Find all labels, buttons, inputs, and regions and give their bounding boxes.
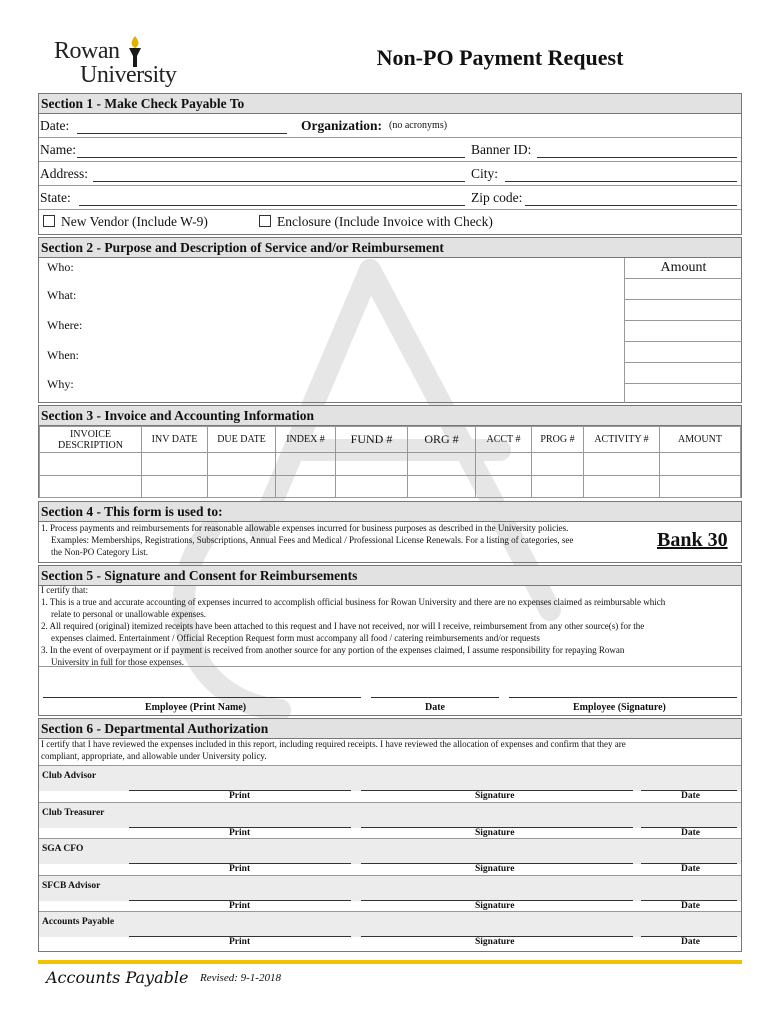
amount-header: Amount [625,258,742,279]
table-cell[interactable] [660,476,741,498]
col-inv-date: INV DATE [142,427,208,453]
certify-line: 1. This is a true and accurate accounting of expenses incurred to accomplish official business for Rowan University and there are no expenses claimed as reimbursable which [41,597,666,607]
table-cell[interactable] [142,453,208,476]
rowan-logo [50,34,177,90]
authorization-block [39,911,741,948]
why-label: Why: [47,377,74,391]
table-cell[interactable] [208,476,276,498]
authorization-block [39,802,741,839]
employee-signature-label: Employee (Signature) [573,702,666,713]
section-4-line: the Non-PO Category List. [51,547,148,557]
role-label: SFCB Advisor [42,880,101,891]
col-invoice-description: INVOICE DESCRIPTION [40,427,142,453]
invoice-table [39,426,741,498]
table-cell[interactable] [142,476,208,498]
role-band [39,802,741,828]
section-1 [38,93,742,235]
col-acct: ACCT # [476,427,532,453]
name-label: Name: [40,142,76,157]
city-label: City: [471,166,499,181]
section-1-heading: Section 1 - Make Check Payable To [39,94,741,114]
table-cell[interactable] [208,453,276,476]
zip-field[interactable] [525,205,737,206]
signature-label: Signature [475,937,515,948]
city-field[interactable] [505,181,737,182]
banner-id-field[interactable] [537,157,737,158]
name-field[interactable] [77,157,465,158]
invoice-header-row [40,427,741,453]
table-cell[interactable] [408,453,476,476]
col-fund: FUND # [336,427,408,453]
signature-label: Signature [475,900,515,911]
employee-signature-field[interactable] [509,697,737,698]
table-cell[interactable] [336,476,408,498]
table-cell[interactable] [276,476,336,498]
banner-id-label: Banner ID: [471,142,532,157]
certify-line: relate to personal or unallowable expenses. [51,609,206,619]
role-caption-row [39,791,741,802]
authorization-block [39,838,741,875]
section-6-heading: Section 6 - Departmental Authorization [39,719,741,739]
table-cell[interactable] [584,453,660,476]
certify-line: 3. In the event of overpayment or if payment is received from another source for any portion of the expenses claimed, I assume responsibility for repaying Rowan [41,645,625,655]
address-label: Address: [40,166,88,181]
amount-cell[interactable] [625,342,742,363]
table-cell[interactable] [476,453,532,476]
certification-text [41,584,741,668]
employee-print-name-field[interactable] [43,697,361,698]
authorization-roles [39,765,741,948]
section-2 [38,237,742,403]
signature-label: Signature [475,791,515,801]
role-label: Club Treasurer [42,807,105,818]
amount-cell[interactable] [625,279,742,300]
table-cell[interactable] [336,453,408,476]
table-cell[interactable] [660,453,741,476]
date-label: Date [681,827,700,838]
bank-label: Bank 30 [657,529,728,551]
certify-line: expenses claimed. Entertainment / Official Reception Request form must accompany all food / catering reimbursements and/or requests [51,633,540,643]
row-name-banner [39,138,741,162]
row-date-org [39,114,741,138]
footer-rule [38,960,742,964]
col-due-date: DUE DATE [208,427,276,453]
certify-line: 2. All required (original) itemized receipts have been attached to this request and I have not received, nor will I receive, reimbursement from any other source(s) for the [41,621,645,631]
date-field[interactable] [77,133,287,134]
print-label: Print [229,791,251,801]
enclosure-label: Enclosure (Include Invoice with Check) [277,214,493,229]
signature-label: Signature [475,864,515,875]
zip-label: Zip code: [471,190,523,205]
logo-word-rowan: Rowan [54,38,120,64]
section-6 [38,718,742,952]
role-caption-row [39,864,741,875]
col-prog: PROG # [532,427,584,453]
page-title: Non-PO Payment Request [376,45,624,70]
logo-word-university: University [80,62,177,88]
footer-department: Accounts Payable [46,968,189,987]
certify-line: University in full for those expenses. [51,657,184,667]
section-4-heading: Section 4 - This form is used to: [39,502,741,522]
new-vendor-option[interactable] [43,214,208,230]
employee-print-name-label: Employee (Print Name) [145,702,247,713]
section-3-heading: Section 3 - Invoice and Accounting Information [39,406,741,426]
employee-signature-band [39,666,741,702]
authorization-line: I certify that I have reviewed the expenses included in this report, including required receipts. I have reviewed the allocation of expenses and confirm that they are [41,739,626,749]
table-cell[interactable] [532,453,584,476]
table-cell[interactable] [476,476,532,498]
state-label: State: [40,190,71,205]
role-band [39,765,741,791]
print-label: Print [229,864,251,875]
row-state-zip [39,186,741,210]
table-cell[interactable] [408,476,476,498]
date-label: Date [681,791,700,801]
row-checkboxes [39,210,741,236]
new-vendor-label: New Vendor (Include W-9) [61,214,208,229]
col-org: ORG # [408,427,476,453]
role-caption-row [39,937,741,948]
role-label: Accounts Payable [42,917,115,928]
footer-revised: Revised: 9-1-2018 [200,972,281,984]
table-cell[interactable] [532,476,584,498]
table-cell[interactable] [584,476,660,498]
signature-label: Signature [475,827,515,838]
table-row [40,453,741,476]
address-field[interactable] [93,181,465,182]
section-4-line: 1. Process payments and reimbursements for reasonable allowable expenses incurred for business purposes as described in the University policies. [41,523,569,533]
col-index: INDEX # [276,427,336,453]
col-amount: AMOUNT [660,427,741,453]
enclosure-option[interactable] [259,214,493,230]
table-cell[interactable] [276,453,336,476]
authorization-block [39,765,741,802]
section-4-text [41,522,573,558]
role-caption-row [39,901,741,912]
print-label: Print [229,827,251,838]
organization-label: Organization: [301,118,382,133]
section-3 [38,405,742,498]
employee-label-row [39,702,741,716]
new-vendor-checkbox[interactable] [43,215,55,227]
state-field[interactable] [79,205,465,206]
table-row [40,476,741,498]
certify-line: I certify that: [41,585,88,595]
employee-date-field[interactable] [371,697,499,698]
print-label: Print [229,937,251,948]
table-cell[interactable] [40,453,142,476]
amount-column [624,258,742,403]
where-label: Where: [47,318,83,332]
role-band [39,911,741,937]
section-4 [38,501,742,563]
col-activity: ACTIVITY # [584,427,660,453]
role-band [39,875,741,901]
section-5 [38,565,742,716]
what-label: What: [47,288,77,302]
section-5-heading: Section 5 - Signature and Consent for Reimbursements [39,566,741,586]
date-label: Date [681,864,700,875]
authorization-text [41,738,626,762]
who-label: Who: [47,260,74,274]
role-label: Club Advisor [42,771,97,781]
when-label: When: [47,348,79,362]
section-4-line: Examples: Memberships, Registrations, Subscriptions, Annual Fees and Medical / Professional License Renewals. For a listing of categories, see [51,535,574,545]
amount-cell[interactable] [625,300,742,321]
section-2-heading: Section 2 - Purpose and Description of Service and/or Reimbursement [39,238,741,258]
date-label: Date [681,937,700,948]
role-label: SGA CFO [42,844,84,855]
authorization-block [39,875,741,912]
amount-cell[interactable] [625,363,742,384]
enclosure-checkbox[interactable] [259,215,271,227]
authorization-line: compliant, appropriate, and allowable under University policy. [41,751,267,761]
employee-date-label: Date [425,702,445,713]
row-address-city [39,162,741,186]
organization-note: (no acronyms) [389,120,448,131]
role-caption-row [39,828,741,839]
date-label: Date [681,900,700,911]
role-band [39,838,741,864]
date-label: Date: [40,118,70,133]
table-cell[interactable] [40,476,142,498]
amount-cell[interactable] [625,321,742,342]
print-label: Print [229,900,251,911]
